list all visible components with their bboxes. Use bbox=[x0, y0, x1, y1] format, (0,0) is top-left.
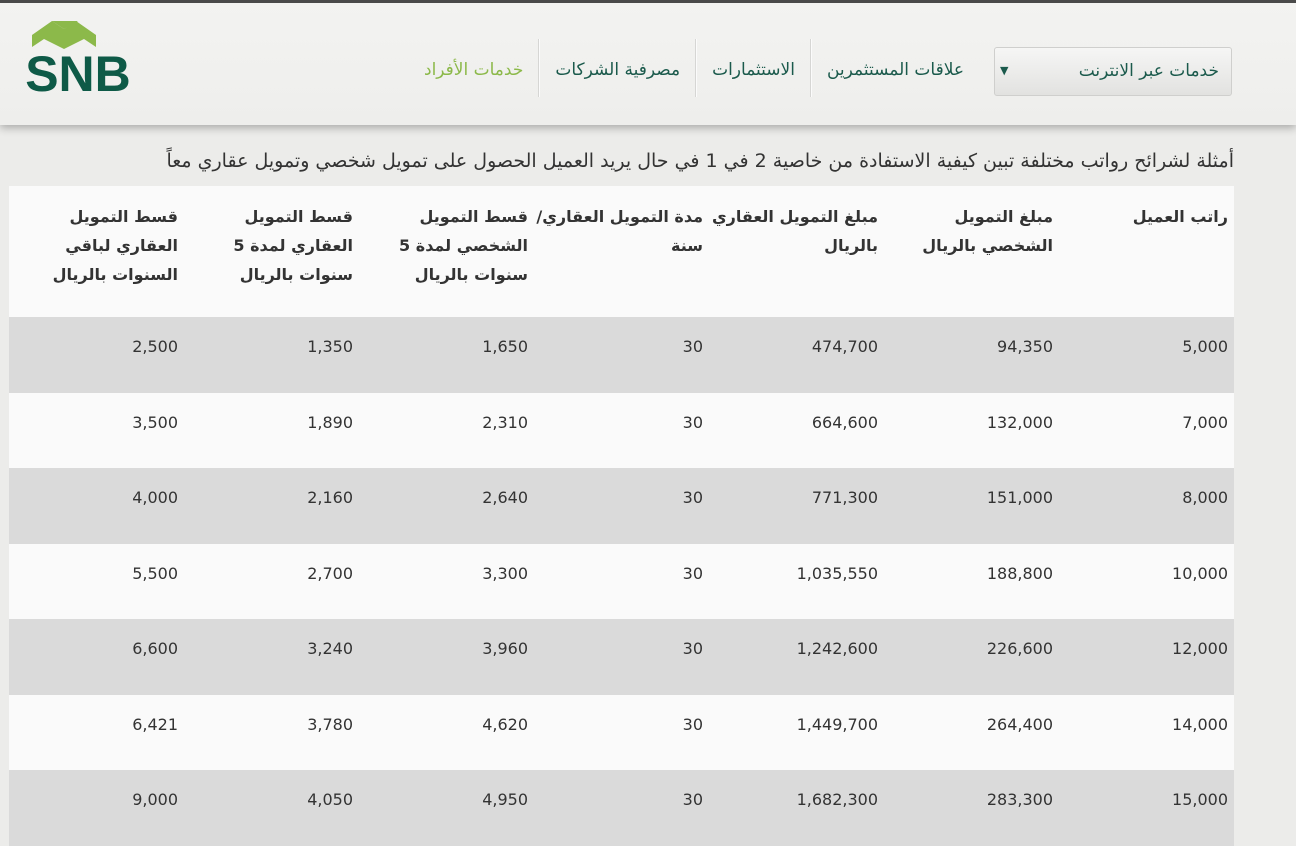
cell-personal-amount: 264,400 bbox=[884, 695, 1059, 771]
cell-salary: 12,000 bbox=[1059, 619, 1234, 695]
cell-mortgage-installment-5y: 1,890 bbox=[184, 393, 359, 469]
cell-mortgage-installment-rest: 5,500 bbox=[9, 544, 184, 620]
header-mortgage-amount: مبلغ التمويل العقاري بالريال bbox=[709, 186, 884, 317]
header-personal-amount: مبلغ التمويل الشخصي بالريال bbox=[884, 186, 1059, 317]
cell-personal-installment: 3,300 bbox=[359, 544, 534, 620]
cell-mortgage-installment-5y: 4,050 bbox=[184, 770, 359, 846]
cell-personal-installment: 4,950 bbox=[359, 770, 534, 846]
cell-mortgage-amount: 1,035,550 bbox=[709, 544, 884, 620]
caret-down-icon: ▼ bbox=[1000, 64, 1009, 77]
cell-personal-amount: 188,800 bbox=[884, 544, 1059, 620]
online-services-dropdown[interactable] bbox=[994, 47, 1232, 96]
financing-table bbox=[9, 186, 1234, 846]
cell-salary: 10,000 bbox=[1059, 544, 1234, 620]
nav-corporate[interactable]: مصرفية الشركات bbox=[555, 60, 681, 80]
cell-personal-amount: 132,000 bbox=[884, 393, 1059, 469]
cell-mortgage-term: 30 bbox=[534, 393, 709, 469]
cell-mortgage-term: 30 bbox=[534, 619, 709, 695]
cell-salary: 8,000 bbox=[1059, 468, 1234, 544]
snb-logo[interactable] bbox=[8, 19, 148, 97]
table-row bbox=[9, 544, 1234, 620]
table-row bbox=[9, 770, 1234, 846]
cell-personal-installment: 1,650 bbox=[359, 317, 534, 393]
cell-salary: 14,000 bbox=[1059, 695, 1234, 771]
cell-mortgage-installment-rest: 2,500 bbox=[9, 317, 184, 393]
cell-personal-amount: 151,000 bbox=[884, 468, 1059, 544]
cell-mortgage-term: 30 bbox=[534, 770, 709, 846]
cell-mortgage-installment-5y: 2,160 bbox=[184, 468, 359, 544]
cell-salary: 5,000 bbox=[1059, 317, 1234, 393]
nav-divider bbox=[810, 39, 812, 97]
cell-mortgage-installment-5y: 2,700 bbox=[184, 544, 359, 620]
cell-mortgage-amount: 1,449,700 bbox=[709, 695, 884, 771]
nav-investments[interactable]: الاستثمارات bbox=[712, 60, 795, 80]
cell-mortgage-installment-rest: 6,421 bbox=[9, 695, 184, 771]
logo-text: SNB bbox=[25, 46, 131, 97]
cell-mortgage-installment-5y: 1,350 bbox=[184, 317, 359, 393]
cell-mortgage-term: 30 bbox=[534, 468, 709, 544]
main-nav bbox=[409, 39, 979, 97]
cell-personal-amount: 283,300 bbox=[884, 770, 1059, 846]
header-salary: راتب العميل bbox=[1059, 186, 1234, 317]
cell-personal-installment: 2,640 bbox=[359, 468, 534, 544]
table-row bbox=[9, 619, 1234, 695]
nav-personal[interactable]: خدمات الأفراد bbox=[424, 60, 524, 80]
cell-salary: 7,000 bbox=[1059, 393, 1234, 469]
cell-personal-installment: 4,620 bbox=[359, 695, 534, 771]
cell-mortgage-installment-5y: 3,240 bbox=[184, 619, 359, 695]
cell-mortgage-installment-rest: 3,500 bbox=[9, 393, 184, 469]
table-caption: أمثلة لشرائح رواتب مختلفة تبين كيفية الاستفادة من خاصية 2 في 1 في حال يريد العميل الحصول على تمويل شخصي وتمويل عقاري معاً bbox=[166, 150, 1234, 172]
cell-mortgage-installment-5y: 3,780 bbox=[184, 695, 359, 771]
table-header-row bbox=[9, 186, 1234, 317]
cell-mortgage-term: 30 bbox=[534, 317, 709, 393]
header-personal-installment: قسط التمويل الشخصي لمدة 5 سنوات بالريال bbox=[359, 186, 534, 317]
cell-mortgage-amount: 474,700 bbox=[709, 317, 884, 393]
cell-mortgage-term: 30 bbox=[534, 695, 709, 771]
cell-mortgage-installment-rest: 6,600 bbox=[9, 619, 184, 695]
header-mortgage-term: مدة التمويل العقاري/ سنة bbox=[534, 186, 709, 317]
table-row bbox=[9, 317, 1234, 393]
header-mortgage-installment-5y: قسط التمويل العقاري لمدة 5 سنوات بالريال bbox=[184, 186, 359, 317]
nav-investor-relations[interactable]: علاقات المستثمرين bbox=[826, 60, 964, 80]
table-row bbox=[9, 393, 1234, 469]
site-header bbox=[0, 0, 1296, 125]
nav-divider bbox=[538, 39, 540, 97]
cell-personal-amount: 226,600 bbox=[884, 619, 1059, 695]
online-services-label: خدمات عبر الانترنت bbox=[1078, 61, 1219, 81]
cell-personal-amount: 94,350 bbox=[884, 317, 1059, 393]
cell-mortgage-term: 30 bbox=[534, 544, 709, 620]
table-row bbox=[9, 695, 1234, 771]
cell-mortgage-amount: 771,300 bbox=[709, 468, 884, 544]
cell-mortgage-amount: 1,242,600 bbox=[709, 619, 884, 695]
cell-mortgage-installment-rest: 4,000 bbox=[9, 468, 184, 544]
table-row bbox=[9, 468, 1234, 544]
cell-mortgage-amount: 1,682,300 bbox=[709, 770, 884, 846]
nav-divider bbox=[695, 39, 697, 97]
cell-mortgage-installment-rest: 9,000 bbox=[9, 770, 184, 846]
cell-personal-installment: 2,310 bbox=[359, 393, 534, 469]
cell-personal-installment: 3,960 bbox=[359, 619, 534, 695]
header-mortgage-installment-rest: قسط التمويل العقاري لباقي السنوات بالريال bbox=[9, 186, 184, 317]
cell-mortgage-amount: 664,600 bbox=[709, 393, 884, 469]
cell-salary: 15,000 bbox=[1059, 770, 1234, 846]
